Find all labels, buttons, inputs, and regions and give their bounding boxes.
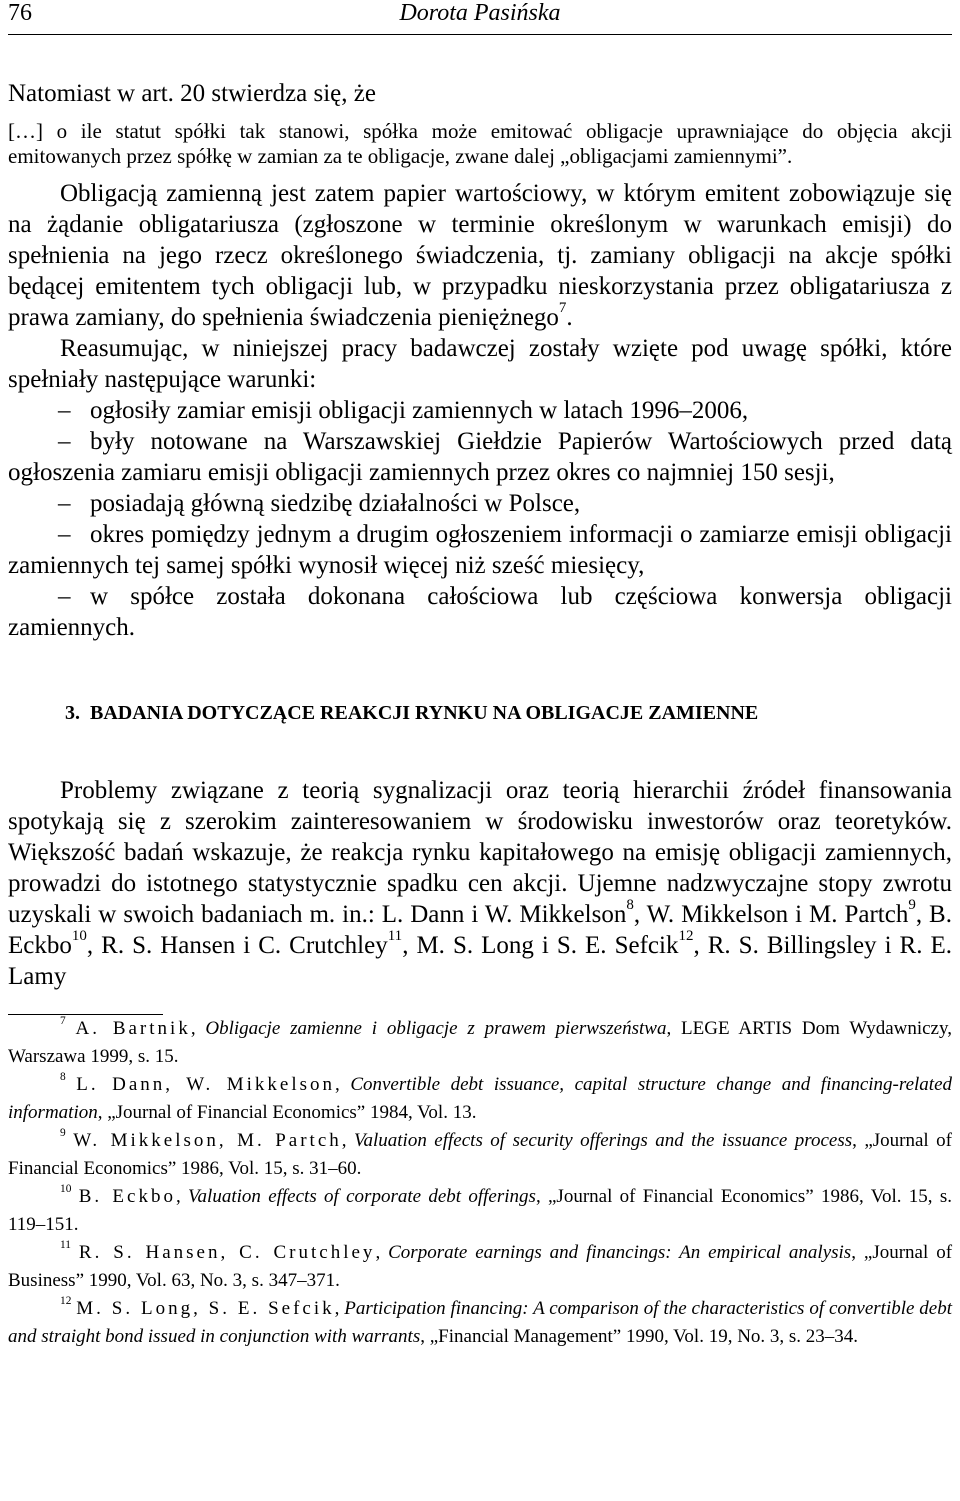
- footnote-authors: L. Dann, W. Mikkelson: [76, 1074, 336, 1095]
- page-number: 76: [8, 0, 32, 26]
- footnote-authors: W. Mikkelson, M. Partch: [73, 1130, 342, 1151]
- list-item: [8, 519, 952, 581]
- footnote-authors: R. S. Hansen, C. Crutchley: [78, 1242, 376, 1263]
- footnote-title: Convertible debt issuance, capital structure change and financing-related information: [8, 1074, 952, 1123]
- list-item-text: posiadają główną siedzibę działalności w Polsce,: [90, 490, 581, 517]
- list-item-text: ogłosiły zamiar emisji obligacji zamiennych w latach 1996–2006,: [90, 397, 749, 424]
- criteria-intro-paragraph: Reasumując, w niniejszej pracy badawczej zostały wzięte pod uwagę spółki, które spełniały następujące warunki:: [8, 335, 952, 393]
- footnote-number: 7: [60, 1014, 66, 1027]
- footnote-authors: B. Eckbo: [78, 1186, 176, 1207]
- footnote-source: , „Journal of Financial Economics” 1986, Vol. 15, s. 31–60.: [8, 1130, 953, 1179]
- footnote-authors: M. S. Long, S. E. Sefcik: [76, 1298, 335, 1319]
- bullet-dash: –: [58, 490, 71, 517]
- footnote-separator: ,: [335, 1074, 351, 1095]
- footnote-separator: ,: [375, 1242, 389, 1263]
- criteria-list: [8, 395, 952, 643]
- footnote: [8, 1183, 952, 1239]
- research-paragraph: [8, 775, 952, 992]
- bullet-dash: –: [58, 428, 71, 455]
- footnote-separator: ,: [341, 1130, 354, 1151]
- footnote-source: , „Journal of Financial Economics” 1984, Vol. 13.: [97, 1102, 477, 1123]
- definition-paragraph: [8, 178, 952, 333]
- footnote-title: Obligacje zamienne i obligacje z prawem pierwszeństwa: [205, 1018, 667, 1039]
- bullet-dash: –: [58, 521, 71, 548]
- list-item: [8, 488, 952, 519]
- footnote-ref-12: 12: [678, 927, 694, 944]
- footnote-number: 8: [60, 1070, 66, 1083]
- footnote: [8, 1127, 952, 1183]
- bullet-dash: –: [58, 397, 71, 424]
- footnote-ref-10: 10: [71, 927, 87, 944]
- footnote-ref-11: 11: [387, 927, 403, 944]
- footnote-source: , „Journal of Business” 1990, Vol. 63, No. 3, s. 347–371.: [8, 1242, 953, 1291]
- footnote-source: , LEGE ARTIS Dom Wydawniczy, Warszawa 1999, s. 15.: [8, 1018, 953, 1067]
- footnote-number: 11: [60, 1238, 71, 1251]
- main-text: [8, 78, 952, 1351]
- footnote-title: Valuation effects of security offerings and the issuance process: [354, 1130, 853, 1151]
- research-text: , R. S. Hansen i C. Crutchley: [86, 932, 388, 959]
- research-text: Problemy związane z teorią sygnalizacji oraz teorią hierarchii źródeł finansowania spotykają się z szerokim zainteresowaniem w środowisku inwestorów oraz teoretyków. Większość badań wskazuje, że reakcja rynku kapitałowego na emisję obligacji zamiennych, prowadzi do istotnego statystycznie spadku cen akcji. Ujemne nadzwyczajne stopy zwrotu uzyskali w swoich badaniach m. in.: L. Dann i W. Mikkelson: [8, 777, 952, 928]
- running-header: [8, 0, 952, 35]
- running-author: Dorota Pasińska: [399, 0, 561, 26]
- research-text: , M. S. Long i S. E. Sefcik: [402, 932, 679, 959]
- footnote-ref-9: 9: [908, 896, 916, 913]
- research-text: , B. Eckbo: [8, 901, 952, 959]
- footnote: [8, 1239, 952, 1295]
- footnote-title: Valuation effects of corporate debt offerings: [188, 1186, 536, 1207]
- footnote-number: 12: [60, 1294, 72, 1307]
- list-item-text: okres pomiędzy jednym a drugim ogłoszeniem informacji o zamiarze emisji obligacji zamiennych tej samej spółki wynosił więcej niż sześć miesięcy,: [8, 521, 952, 579]
- footnote-ref-7: 7: [558, 299, 567, 316]
- footnote-title: Corporate earnings and financings: An empirical analysis: [388, 1242, 852, 1263]
- footnote-separator: ,: [175, 1186, 189, 1207]
- section-heading: 3. BADANIA DOTYCZĄCE REAKCJI RYNKU NA OBLIGACJE ZAMIENNE: [65, 702, 759, 724]
- list-item: [8, 426, 952, 488]
- footnote: [8, 1071, 952, 1127]
- footnote-title: Participation financing: A comparison of the characteristics of convertible debt and straight bond issued in conjunction with warrants: [8, 1298, 953, 1347]
- bullet-dash: –: [58, 583, 71, 610]
- list-item: [8, 395, 952, 426]
- footnote-ref-8: 8: [626, 896, 634, 913]
- footnote-number: 10: [60, 1182, 72, 1195]
- research-text: , R. S. Billingsley i R. E. Lamy: [8, 932, 952, 990]
- research-text: , W. Mikkelson i M. Partch: [633, 901, 909, 928]
- footnote-source: , „Financial Management” 1990, Vol. 19, No. 3, s. 23–34.: [420, 1326, 859, 1347]
- footnote-source: , „Journal of Financial Economics” 1986, Vol. 15, s. 119–151.: [8, 1186, 953, 1235]
- footnotes: [8, 1015, 952, 1351]
- footnote-separator: ,: [190, 1018, 206, 1039]
- block-quote: […] o ile statut spółki tak stanowi, spółka może emitować obligacje uprawniające do objęcia akcji emitowanych przez spółkę w zamian za te obligacje, zwane dalej „obligacjami zamiennymi”.: [8, 119, 952, 168]
- footnote-separator: ,: [334, 1298, 345, 1319]
- footnote-authors: A. Bartnik: [75, 1018, 191, 1039]
- definition-tail: .: [566, 304, 573, 331]
- footnote: [8, 1295, 952, 1351]
- intro-paragraph: Natomiast w art. 20 stwierdza się, że: [8, 80, 376, 107]
- definition-text: Obligacją zamienną jest zatem papier wartościowy, w którym emitent zobowiązuje się na żądanie obligatariusza (zgłoszone w terminie określonym w warunkach emisji) do spełnienia na jego rzecz określonego świadczenia, tj. zamiany obligacji na akcje spółki będącej emitentem tych obligacji lub, w przypadku nieskorzystania przez obligatariusza z prawa zamiany, do spełnienia świadczenia pieniężnego: [8, 180, 952, 331]
- list-item: [8, 581, 952, 643]
- list-item-text: w spółce została dokonana całościowa lub częściowa konwersja obligacji zamiennych.: [8, 583, 952, 641]
- footnote-number: 9: [60, 1126, 66, 1139]
- list-item-text: były notowane na Warszawskiej Giełdzie Papierów Wartościowych przed datą ogłoszenia zamiaru emisji obligacji zamiennych przez okres co najmniej 150 sesji,: [8, 428, 952, 486]
- footnote: [8, 1015, 952, 1071]
